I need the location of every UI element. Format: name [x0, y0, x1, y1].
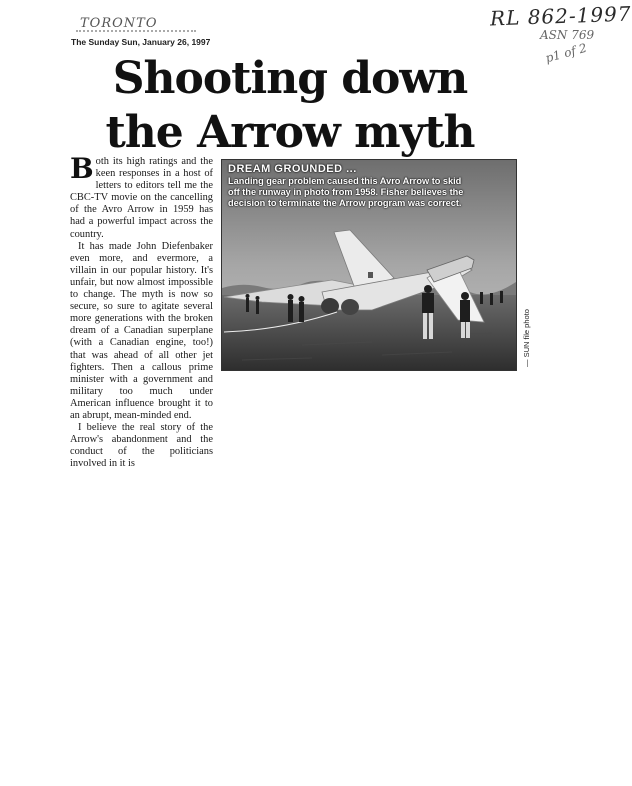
photo-caption	[228, 163, 468, 209]
dateline: The Sunday Sun, January 26, 1997	[71, 37, 211, 47]
paragraph-1	[70, 152, 213, 241]
drop-cap: B	[70, 152, 94, 185]
news-photo	[221, 159, 517, 371]
caption-text: Landing gear problem caused this Avro Arrow to skid off the runway in photo from 1958. Fisher believes the decision to terminate the Arrow program was correct.	[228, 176, 464, 208]
handwritten-reference: RL 862-1997	[489, 1, 632, 31]
handwritten-asn: ASN 769	[540, 28, 595, 42]
paragraph-1-text: oth its high ratings and the keen responses in a host of letters to editors tell me the CBC-TV movie on the cancelling of the Avro Arrow in 1959 has had a powerful impact across the country.	[70, 156, 213, 240]
article-body	[70, 152, 213, 470]
photo-credit: — SUN file photo	[522, 309, 531, 367]
headline: Shooting down the Arrow myth	[105, 53, 475, 158]
stamp-dots	[76, 30, 196, 35]
paragraph-2: It has made John Diefenbaker even more, and evermore, a villain in our popular history. It's unfair, but now almost impossible to change. The myth is now so secure, so sure to agitate several more generations with the broken dream of a Canadian superplane (with a Canadian engine, too!) that was ahead of all other jet fighters. Then a callous prime minister with a government and military too much under American influence brought it to an abrupt, mean-minded end.	[70, 240, 213, 421]
handwritten-page-marker: p1 of 2	[543, 40, 589, 66]
handwritten-city: TORONTO	[80, 16, 158, 31]
paragraph-3: I believe the real story of the Arrow's abandonment and the conduct of the politicians involved in it is	[70, 422, 213, 470]
caption-heading: DREAM GROUNDED ...	[228, 163, 357, 175]
